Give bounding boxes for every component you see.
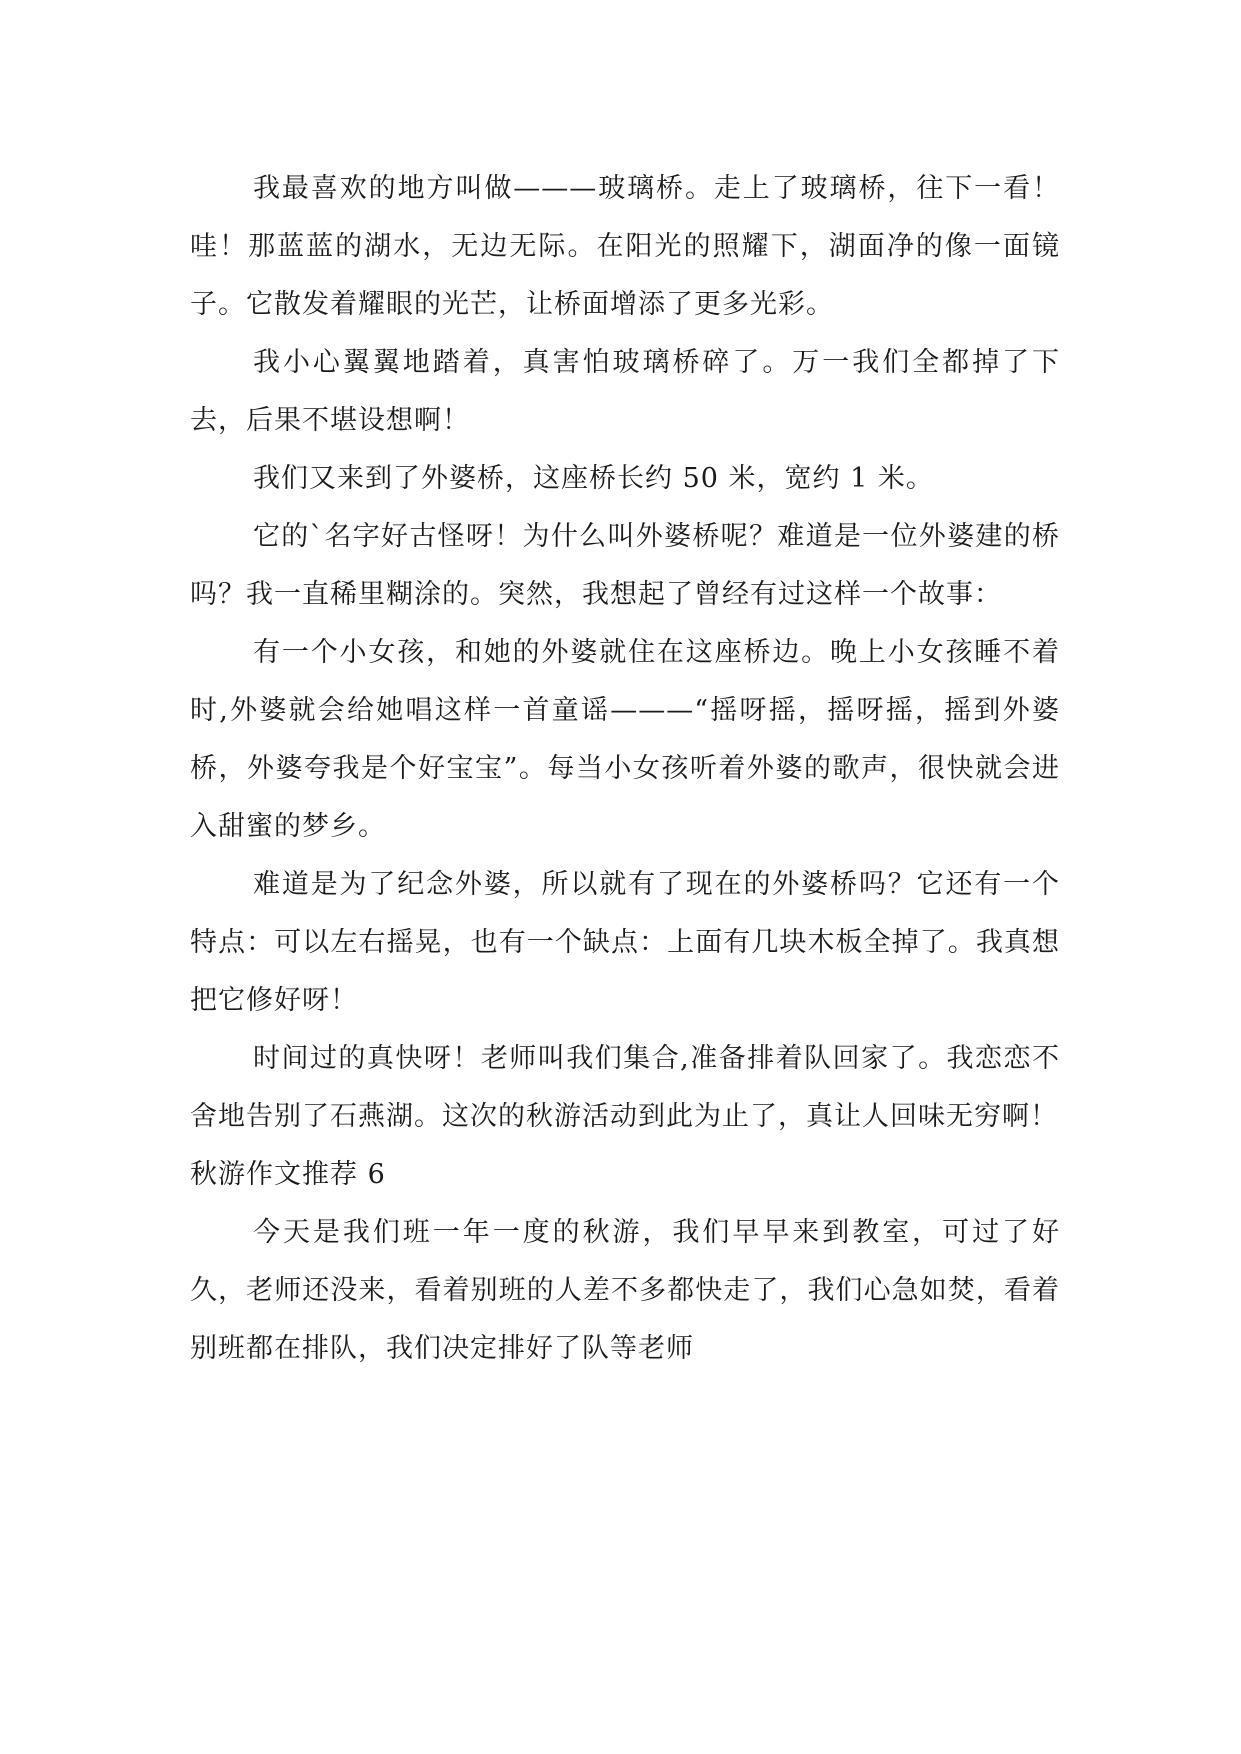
- paragraph-grandma-bridge-size: 我们又来到了外婆桥，这座桥长约 50 米，宽约 1 米。: [253, 463, 934, 494]
- section-heading: 秋游作文推荐 6: [190, 1159, 386, 1190]
- paragraph-bridge-features: 难道是为了纪念外婆，所以就有了现在的外婆桥吗？它还有一个特点：可以左右摇晃，也有一个缺点：上面有几块木板全掉了。我真想把它修好呀！: [190, 869, 1060, 1016]
- paragraph-time-to-leave: 时间过的真快呀！老师叫我们集合,准备排着队回家了。我恋恋不舍地告别了石燕湖。这次的秋游活动到此为止了，真让人回味无穷啊！: [190, 1043, 1060, 1132]
- document-body: [190, 160, 1060, 1378]
- paragraph-glass-bridge: 我最喜欢的地方叫做———玻璃桥。走上了玻璃桥，往下一看！哇！那蓝蓝的湖水，无边无际。在阳光的照耀下，湖面净的像一面镜子。它散发着耀眼的光芒，让桥面增添了更多光彩。: [190, 173, 1060, 320]
- paragraph-class-outing: 今天是我们班一年一度的秋游，我们早早来到教室，可过了好久，老师还没来，看着别班的人差不多都快走了，我们心急如焚，看着别班都在排队，我们决定排好了队等老师: [190, 1217, 1060, 1364]
- paragraph-little-girl-story: 有一个小女孩，和她的外婆就住在这座桥边。晚上小女孩睡不着时,外婆就会给她唱这样一首童谣———“摇呀摇，摇呀摇，摇到外婆桥，外婆夸我是个好宝宝”。每当小女孩听着外婆的歌声，很快就会进入甜蜜的梦乡。: [190, 637, 1060, 842]
- paragraph-careful-steps: 我小心翼翼地踏着，真害怕玻璃桥碎了。万一我们全都掉了下去，后果不堪设想啊！: [190, 347, 1060, 436]
- paragraph-strange-name: 它的`名字好古怪呀！为什么叫外婆桥呢？难道是一位外婆建的桥吗？我一直稀里糊涂的。突然，我想起了曾经有过这样一个故事：: [190, 521, 1060, 610]
